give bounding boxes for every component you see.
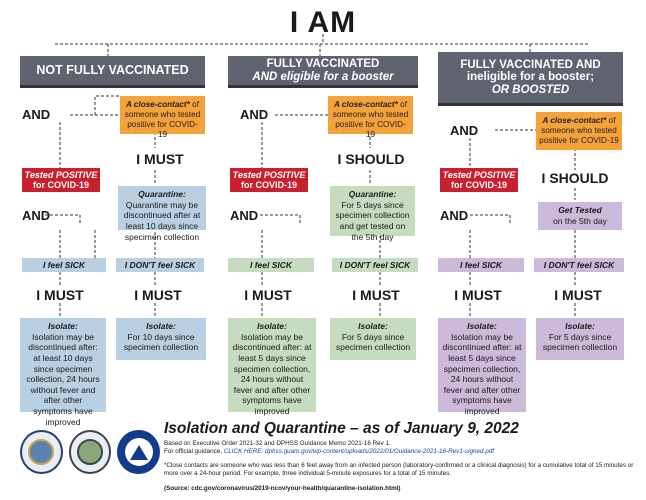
and-label-2: AND: [440, 208, 469, 223]
isolate-not-sick-box: Isolate: For 5 days since specimen collection: [330, 318, 416, 360]
not-sick-label: I DON'T feel SICK: [534, 258, 624, 272]
close-contact-box: A close-contact* of someone who tested positive for COVID-19: [120, 96, 205, 134]
footer-title: Isolation and Quarantine – as of January 9, 2022: [164, 420, 519, 437]
tested-positive-box: Tested POSITIVE for COVID-19: [440, 168, 518, 192]
page-title: I AM: [289, 6, 357, 39]
footer-note: *Close contacts are someone who was less than 6 feet away from an infected person (laboratory-confirmed or a clinical diagnosis) for a cumulative total of 15 minutes or more over a 24-hour period. For example, three individual 5-minute exposures for a total of 15 minutes.: [164, 462, 634, 477]
close-contact-box: A close-contact* of someone who tested positive for COVID-19: [328, 96, 413, 134]
tested-positive-box: Tested POSITIVE for COVID-19: [22, 168, 100, 192]
not-sick-action: I MUST: [554, 287, 602, 303]
close-contact-action: I SHOULD: [541, 170, 609, 186]
isolate-sick-box: Isolate: Isolation may be discontinued after: at least 5 days since specimen collection, 24 hours without fever and after other symptoms have improved: [228, 318, 316, 412]
get-tested-box: Get Tested on the 5th day: [538, 202, 622, 230]
isolate-sick-box: Isolate: Isolation may be discontinued after: at least 5 days since specimen collection, 24 hours without fever and after other symptoms have improved: [438, 318, 526, 412]
header-not-fully-vaccinated: NOT FULLY VACCINATED: [20, 56, 205, 88]
sick-action: I MUST: [36, 287, 84, 303]
feel-sick-label: I feel SICK: [22, 258, 106, 272]
quarantine-box: Quarantine: For 5 days since specimen collection and get tested on the 5th day: [330, 186, 415, 236]
and-label: AND: [240, 107, 269, 122]
not-sick-label: I DON'T feel SICK: [116, 258, 204, 272]
close-contact-action: I SHOULD: [337, 151, 405, 167]
isolate-sick-box: Isolate: Isolation may be discontinued after: at least 10 days since specimen collection, 24 hours without fever and after other symptoms have improved: [20, 318, 106, 412]
seal-icon: [69, 430, 112, 474]
sick-action: I MUST: [244, 287, 292, 303]
quarantine-box: Quarantine: Quarantine may be discontinued after at least 10 days since specimen collection: [118, 186, 206, 230]
footer-based-on: Based on Executive Order 2021-32 and DPHSS Guidance Memo 2021-16 Rev 1.: [164, 440, 391, 447]
not-sick-action: I MUST: [352, 287, 400, 303]
sick-action: I MUST: [454, 287, 502, 303]
close-contact-box: A close-contact* of someone who tested positive for COVID-19: [536, 112, 622, 150]
close-contact-action: I MUST: [136, 151, 184, 167]
feel-sick-label: I feel SICK: [228, 258, 314, 272]
tested-positive-box: Tested POSITIVE for COVID-19: [230, 168, 308, 192]
footer-official-guidance: For official guidance, CLICK HERE: dphss.guam.gov/wp-content/uploads/2022/01/Guidance-2021-16-Rev1-signed.pdf: [164, 448, 494, 455]
footer-source: (Source: cdc.gov/coronavirus/2019-ncov/your-health/quarantine-isolation.html): [164, 485, 401, 492]
isolate-not-sick-box: Isolate: For 10 days since specimen collection: [116, 318, 206, 360]
not-sick-label: I DON'T feel SICK: [332, 258, 418, 272]
header-fully-vaccinated-eligible: FULLY VACCINATED AND eligible for a booster: [228, 56, 418, 88]
isolate-not-sick-box: Isolate: For 5 days since specimen collection: [536, 318, 624, 360]
and-label: AND: [450, 123, 479, 138]
and-label: AND: [22, 107, 51, 122]
header-fully-vaccinated-ineligible-or-boosted: FULLY VACCINATED AND ineligible for a booster; OR BOOSTED: [438, 52, 623, 106]
and-label-2: AND: [230, 208, 259, 223]
and-label-2: AND: [22, 208, 51, 223]
civil-defense-seal-icon: [117, 430, 160, 474]
seal-icon: [20, 430, 63, 474]
agency-seals: [20, 430, 160, 476]
not-sick-action: I MUST: [134, 287, 182, 303]
official-guidance-link[interactable]: CLICK HERE: dphss.guam.gov/wp-content/uploads/2022/01/Guidance-2021-16-Rev1-signed.pdf: [223, 448, 494, 455]
feel-sick-label: I feel SICK: [438, 258, 524, 272]
